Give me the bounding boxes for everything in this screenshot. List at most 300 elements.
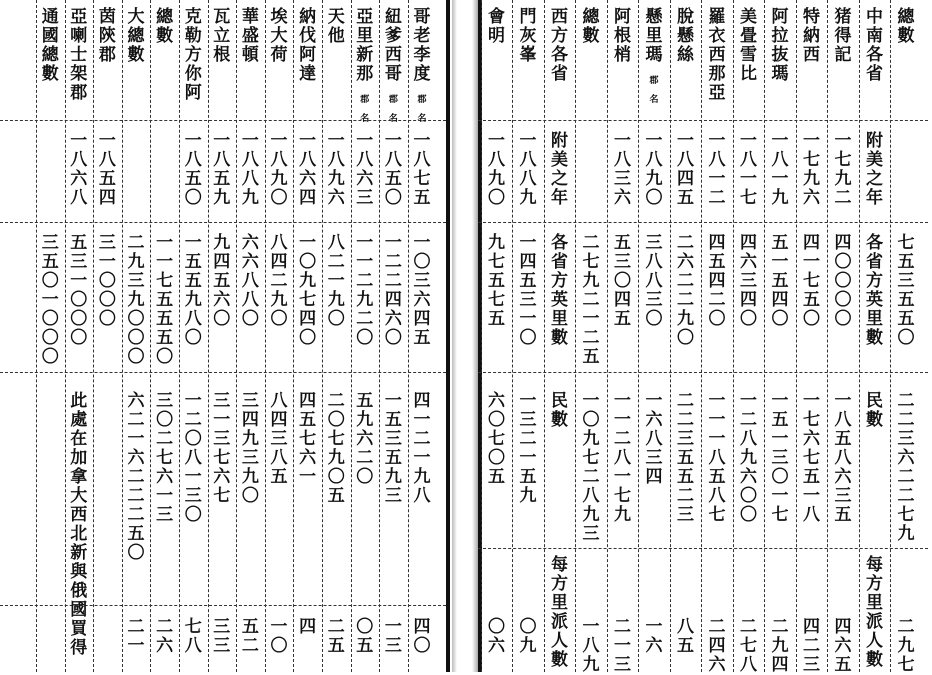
glyph: 西 bbox=[551, 7, 568, 27]
glyph: 五 bbox=[184, 271, 202, 291]
glyph: 二 bbox=[127, 617, 145, 637]
glyph: 六 bbox=[708, 655, 726, 675]
glyph: 〇 bbox=[897, 328, 915, 348]
glyph: 一 bbox=[771, 169, 789, 189]
column-name bbox=[208, 8, 237, 65]
area-cell bbox=[607, 234, 639, 329]
glyph: 二 bbox=[582, 467, 600, 487]
year-cell bbox=[733, 132, 765, 208]
table-column bbox=[575, 0, 607, 675]
glyph: 七 bbox=[184, 617, 202, 637]
glyph: 喇 bbox=[70, 26, 88, 46]
glyph: 納 bbox=[803, 26, 820, 46]
glyph: 三 bbox=[384, 636, 402, 656]
glyph: 一 bbox=[213, 131, 231, 151]
glyph: 九 bbox=[834, 169, 852, 189]
population-cell bbox=[408, 392, 437, 506]
glyph: 九 bbox=[519, 486, 537, 506]
glyph: 一 bbox=[70, 271, 88, 291]
glyph: 七 bbox=[708, 505, 726, 525]
glyph: 九 bbox=[582, 429, 600, 449]
glyph: 六 bbox=[740, 467, 757, 487]
glyph: 買 bbox=[70, 619, 88, 639]
glyph: 拉 bbox=[771, 26, 789, 46]
glyph: 五 bbox=[156, 309, 174, 329]
glyph: 五 bbox=[519, 467, 537, 487]
area-cell bbox=[701, 234, 733, 329]
glyph: 二 bbox=[327, 252, 345, 272]
glyph: 三 bbox=[677, 429, 694, 449]
column-name bbox=[859, 8, 891, 84]
glyph: 五 bbox=[327, 486, 345, 506]
column-name bbox=[351, 8, 380, 84]
glyph: 西 bbox=[384, 45, 402, 65]
glyph: 八 bbox=[645, 150, 663, 170]
table-column bbox=[93, 0, 122, 672]
density-cell bbox=[859, 556, 891, 670]
glyph: 方 bbox=[551, 26, 568, 46]
glyph: 各 bbox=[866, 233, 883, 253]
population-cell bbox=[607, 392, 639, 525]
glyph: 九 bbox=[740, 448, 757, 468]
glyph: 八 bbox=[270, 150, 288, 170]
glyph: 九 bbox=[519, 636, 537, 656]
glyph: 〇 bbox=[98, 290, 116, 310]
glyph: 一 bbox=[645, 131, 663, 151]
glyph: 四 bbox=[413, 617, 431, 637]
glyph: 二 bbox=[270, 271, 288, 291]
glyph: 七 bbox=[897, 505, 915, 525]
glyph: 〇 bbox=[645, 188, 663, 208]
glyph: 七 bbox=[897, 655, 915, 675]
glyph: 一 bbox=[834, 131, 852, 151]
glyph: 總 bbox=[127, 26, 145, 46]
glyph: 一 bbox=[356, 252, 374, 272]
year-cell bbox=[544, 132, 576, 208]
glyph: 〇 bbox=[413, 252, 431, 272]
year-cell bbox=[512, 132, 544, 208]
glyph: 〇 bbox=[771, 467, 789, 487]
glyph: 哥 bbox=[413, 7, 431, 27]
glyph: 四 bbox=[614, 290, 631, 310]
glyph: 五 bbox=[327, 636, 345, 656]
column-divider bbox=[122, 0, 123, 672]
table-column bbox=[827, 0, 859, 675]
glyph: 六 bbox=[803, 188, 820, 208]
glyph: 七 bbox=[156, 271, 174, 291]
glyph: 民 bbox=[551, 391, 568, 411]
glyph: 郡 bbox=[360, 95, 370, 105]
population-cell bbox=[65, 392, 94, 658]
glyph: 方 bbox=[184, 45, 202, 65]
column-name bbox=[150, 8, 179, 46]
glyph: 一 bbox=[519, 391, 537, 411]
column-name bbox=[293, 8, 322, 84]
glyph: 四 bbox=[708, 271, 726, 291]
glyph: 南 bbox=[866, 26, 883, 46]
column-name bbox=[544, 8, 576, 84]
glyph: 七 bbox=[582, 448, 600, 468]
glyph: 得 bbox=[834, 26, 852, 46]
glyph: 七 bbox=[771, 505, 789, 525]
glyph: 九 bbox=[241, 188, 259, 208]
glyph: 六 bbox=[740, 252, 757, 272]
glyph: 一 bbox=[184, 391, 202, 411]
glyph: 〇 bbox=[241, 486, 259, 506]
glyph: 八 bbox=[270, 448, 288, 468]
glyph: 二 bbox=[156, 617, 174, 637]
glyph: 四 bbox=[299, 188, 317, 208]
glyph: 〇 bbox=[127, 347, 145, 367]
glyph: 五 bbox=[519, 271, 537, 291]
glyph: 三 bbox=[270, 429, 288, 449]
glyph: 猪 bbox=[834, 7, 852, 27]
glyph: 一 bbox=[184, 233, 202, 253]
glyph: 方 bbox=[866, 271, 883, 291]
glyph: 一 bbox=[327, 271, 345, 291]
column-divider bbox=[481, 0, 482, 672]
year-cell bbox=[351, 132, 380, 208]
glyph: 一 bbox=[582, 309, 600, 329]
glyph: 你 bbox=[184, 64, 202, 84]
glyph: 懸 bbox=[677, 26, 694, 46]
glyph: 二 bbox=[771, 617, 789, 637]
glyph: 七 bbox=[740, 188, 757, 208]
year-cell bbox=[65, 132, 94, 208]
glyph: 一 bbox=[582, 391, 600, 411]
glyph: 數 bbox=[866, 410, 883, 430]
glyph: 一 bbox=[127, 636, 145, 656]
table-column bbox=[796, 0, 828, 675]
glyph: 二 bbox=[897, 391, 915, 411]
glyph: 六 bbox=[241, 252, 259, 272]
glyph: 立 bbox=[213, 26, 231, 46]
glyph: 八 bbox=[740, 655, 757, 675]
glyph: 一 bbox=[645, 617, 663, 637]
glyph: 名 bbox=[417, 114, 427, 124]
glyph: 一 bbox=[677, 131, 694, 151]
column-name bbox=[764, 8, 796, 84]
table-column bbox=[859, 0, 891, 672]
glyph: 英 bbox=[551, 290, 568, 310]
glyph: 七 bbox=[803, 410, 820, 430]
glyph: 阿 bbox=[299, 45, 317, 65]
glyph: 〇 bbox=[184, 429, 202, 449]
density-cell bbox=[827, 618, 859, 675]
glyph: 八 bbox=[184, 309, 202, 329]
glyph: 二 bbox=[677, 233, 694, 253]
glyph: 與 bbox=[70, 562, 88, 582]
glyph: 〇 bbox=[582, 410, 600, 430]
glyph: 六 bbox=[213, 290, 231, 310]
glyph: 六 bbox=[677, 252, 694, 272]
glyph: 總 bbox=[897, 7, 915, 27]
population-cell bbox=[379, 392, 408, 506]
glyph: 四 bbox=[708, 233, 726, 253]
column-name bbox=[236, 8, 265, 65]
population-cell bbox=[208, 392, 237, 506]
glyph: 里 bbox=[551, 309, 568, 329]
glyph: 〇 bbox=[740, 486, 757, 506]
glyph: 一 bbox=[614, 467, 631, 487]
glyph: 五 bbox=[356, 636, 374, 656]
glyph: 新 bbox=[70, 543, 88, 563]
column-divider bbox=[607, 0, 608, 672]
glyph: 四 bbox=[803, 233, 820, 253]
glyph: 〇 bbox=[98, 271, 116, 291]
glyph: 一 bbox=[740, 169, 757, 189]
glyph: 二 bbox=[614, 429, 631, 449]
population-cell bbox=[890, 392, 922, 544]
glyph: 〇 bbox=[184, 188, 202, 208]
glyph: 亞 bbox=[708, 83, 726, 103]
glyph: 總 bbox=[156, 7, 174, 27]
glyph: 〇 bbox=[127, 543, 145, 563]
column-divider bbox=[293, 0, 294, 672]
column-subnote bbox=[408, 91, 437, 129]
glyph: 六 bbox=[299, 169, 317, 189]
glyph: 一 bbox=[614, 131, 631, 151]
glyph: 三 bbox=[413, 271, 431, 291]
glyph: 八 bbox=[413, 150, 431, 170]
glyph: 紐 bbox=[384, 7, 402, 27]
glyph: 數 bbox=[866, 650, 883, 670]
glyph: 一 bbox=[384, 131, 402, 151]
glyph: 〇 bbox=[740, 309, 757, 329]
glyph: 一 bbox=[384, 233, 402, 253]
area-cell bbox=[481, 234, 513, 329]
glyph: 八 bbox=[803, 505, 820, 525]
glyph: 那 bbox=[708, 64, 726, 84]
glyph: 數 bbox=[897, 26, 915, 46]
glyph: 一 bbox=[270, 617, 288, 637]
glyph: 一 bbox=[213, 410, 231, 430]
glyph: 四 bbox=[384, 290, 402, 310]
glyph: 數 bbox=[866, 328, 883, 348]
glyph: 九 bbox=[127, 290, 145, 310]
glyph: 四 bbox=[803, 617, 820, 637]
glyph: 九 bbox=[270, 290, 288, 310]
glyph: 省 bbox=[551, 64, 568, 84]
glyph: 大 bbox=[70, 486, 88, 506]
year-cell bbox=[859, 132, 891, 208]
glyph: 各 bbox=[866, 45, 883, 65]
glyph: 五 bbox=[708, 467, 726, 487]
glyph: 八 bbox=[270, 391, 288, 411]
population-cell bbox=[764, 392, 796, 525]
glyph: 一 bbox=[708, 429, 726, 449]
glyph: 五 bbox=[897, 252, 915, 272]
table-column bbox=[379, 0, 408, 672]
glyph: 郡 bbox=[417, 95, 427, 105]
glyph: 省 bbox=[866, 64, 883, 84]
glyph: 〇 bbox=[519, 617, 537, 637]
glyph: 八 bbox=[70, 188, 88, 208]
glyph: 〇 bbox=[488, 448, 505, 468]
glyph: 二 bbox=[127, 486, 145, 506]
glyph: 九 bbox=[241, 467, 259, 487]
glyph: 北 bbox=[70, 524, 88, 544]
glyph: 瓦 bbox=[213, 7, 231, 27]
glyph: 七 bbox=[413, 169, 431, 189]
glyph: 美 bbox=[740, 7, 757, 27]
glyph: 九 bbox=[299, 271, 317, 291]
glyph: 梢 bbox=[614, 45, 631, 65]
glyph: 五 bbox=[241, 617, 259, 637]
population-cell bbox=[827, 392, 859, 525]
glyph: 七 bbox=[213, 486, 231, 506]
glyph: 一 bbox=[771, 486, 789, 506]
glyph: 五 bbox=[299, 410, 317, 430]
glyph: 爹 bbox=[384, 26, 402, 46]
glyph: 九 bbox=[184, 290, 202, 310]
glyph: 〇 bbox=[241, 309, 259, 329]
glyph: 三 bbox=[241, 448, 259, 468]
column-subnote bbox=[638, 72, 670, 110]
year-cell bbox=[179, 132, 208, 208]
glyph: 五 bbox=[677, 467, 694, 487]
glyph: 西 bbox=[70, 505, 88, 525]
glyph: 六 bbox=[127, 448, 145, 468]
glyph: 〇 bbox=[488, 188, 505, 208]
glyph: 一 bbox=[356, 131, 374, 151]
glyph: 比 bbox=[740, 64, 757, 84]
glyph: 通 bbox=[41, 7, 59, 27]
table-column bbox=[36, 0, 65, 672]
glyph: 里 bbox=[866, 593, 883, 613]
glyph: 二 bbox=[127, 467, 145, 487]
column-name bbox=[733, 8, 765, 84]
glyph: 此 bbox=[70, 391, 88, 411]
glyph: 二 bbox=[708, 290, 726, 310]
glyph: 六 bbox=[156, 636, 174, 656]
glyph: 抜 bbox=[771, 45, 789, 65]
glyph: 衣 bbox=[708, 26, 726, 46]
glyph: 九 bbox=[803, 169, 820, 189]
glyph: 九 bbox=[241, 429, 259, 449]
glyph: 一 bbox=[519, 233, 537, 253]
glyph: 根 bbox=[614, 26, 631, 46]
glyph: 四 bbox=[413, 391, 431, 411]
glyph: 〇 bbox=[98, 309, 116, 329]
glyph: 三 bbox=[614, 655, 631, 675]
glyph: 總 bbox=[582, 7, 600, 27]
glyph: 勒 bbox=[184, 26, 202, 46]
glyph: 一 bbox=[299, 233, 317, 253]
glyph: 五 bbox=[127, 524, 145, 544]
glyph: 八 bbox=[645, 429, 663, 449]
glyph: 五 bbox=[70, 233, 88, 253]
table-column bbox=[890, 0, 922, 675]
column-divider bbox=[670, 0, 671, 672]
glyph: 八 bbox=[241, 169, 259, 189]
glyph: 西 bbox=[708, 45, 726, 65]
glyph: 九 bbox=[384, 467, 402, 487]
column-divider bbox=[179, 0, 180, 672]
glyph: 亞 bbox=[356, 7, 374, 27]
glyph: 四 bbox=[771, 290, 789, 310]
glyph: 名 bbox=[649, 95, 659, 105]
glyph: 九 bbox=[213, 188, 231, 208]
glyph: 一 bbox=[803, 131, 820, 151]
glyph: 九 bbox=[897, 524, 915, 544]
glyph: 一 bbox=[803, 391, 820, 411]
table-column bbox=[670, 0, 702, 672]
glyph: 一 bbox=[803, 252, 820, 272]
glyph: 三 bbox=[519, 410, 537, 430]
glyph: 大 bbox=[270, 26, 288, 46]
glyph: 八 bbox=[241, 290, 259, 310]
glyph: 六 bbox=[614, 188, 631, 208]
glyph: 四 bbox=[299, 391, 317, 411]
glyph: 五 bbox=[677, 188, 694, 208]
glyph: 三 bbox=[213, 617, 231, 637]
column-subnote bbox=[379, 91, 408, 129]
area-cell bbox=[827, 234, 859, 329]
glyph: 年 bbox=[866, 188, 883, 208]
glyph: 每 bbox=[551, 555, 568, 575]
glyph: 埃 bbox=[270, 7, 288, 27]
glyph: 九 bbox=[771, 636, 789, 656]
table-column bbox=[544, 0, 576, 672]
glyph: 大 bbox=[127, 7, 145, 27]
column-divider bbox=[265, 0, 266, 672]
column-divider bbox=[512, 0, 513, 672]
glyph: 二 bbox=[897, 486, 915, 506]
right-page bbox=[478, 0, 932, 675]
column-name bbox=[670, 8, 702, 65]
glyph: 〇 bbox=[270, 309, 288, 329]
year-cell bbox=[236, 132, 265, 208]
glyph: 七 bbox=[299, 290, 317, 310]
glyph: 數 bbox=[582, 26, 600, 46]
glyph: 五 bbox=[834, 505, 852, 525]
glyph: 三 bbox=[803, 655, 820, 675]
glyph: 派 bbox=[866, 612, 883, 632]
glyph: 〇 bbox=[356, 328, 374, 348]
glyph: 四 bbox=[834, 617, 852, 637]
column-divider bbox=[796, 0, 797, 672]
glyph: 一 bbox=[708, 131, 726, 151]
glyph: 瑪 bbox=[771, 64, 789, 84]
glyph: 五 bbox=[384, 448, 402, 468]
glyph: 各 bbox=[551, 233, 568, 253]
population-cell bbox=[351, 392, 380, 487]
glyph: 二 bbox=[834, 188, 852, 208]
glyph: 四 bbox=[98, 188, 116, 208]
glyph: 二 bbox=[708, 188, 726, 208]
area-cell bbox=[670, 234, 702, 348]
glyph: 五 bbox=[413, 328, 431, 348]
glyph: 一 bbox=[241, 131, 259, 151]
glyph: 雪 bbox=[740, 45, 757, 65]
glyph: 六 bbox=[834, 636, 852, 656]
glyph: 四 bbox=[740, 233, 757, 253]
glyph: 特 bbox=[803, 7, 820, 27]
column-divider bbox=[236, 0, 237, 672]
glyph: 方 bbox=[551, 271, 568, 291]
glyph: 三 bbox=[156, 391, 174, 411]
density-cell bbox=[293, 618, 322, 637]
population-cell bbox=[150, 392, 179, 525]
glyph: 一 bbox=[740, 391, 757, 411]
glyph: 九 bbox=[413, 467, 431, 487]
glyph: 八 bbox=[327, 150, 345, 170]
glyph: 六 bbox=[327, 188, 345, 208]
glyph: 八 bbox=[740, 150, 757, 170]
population-cell bbox=[575, 392, 607, 544]
glyph: 方 bbox=[866, 574, 883, 594]
